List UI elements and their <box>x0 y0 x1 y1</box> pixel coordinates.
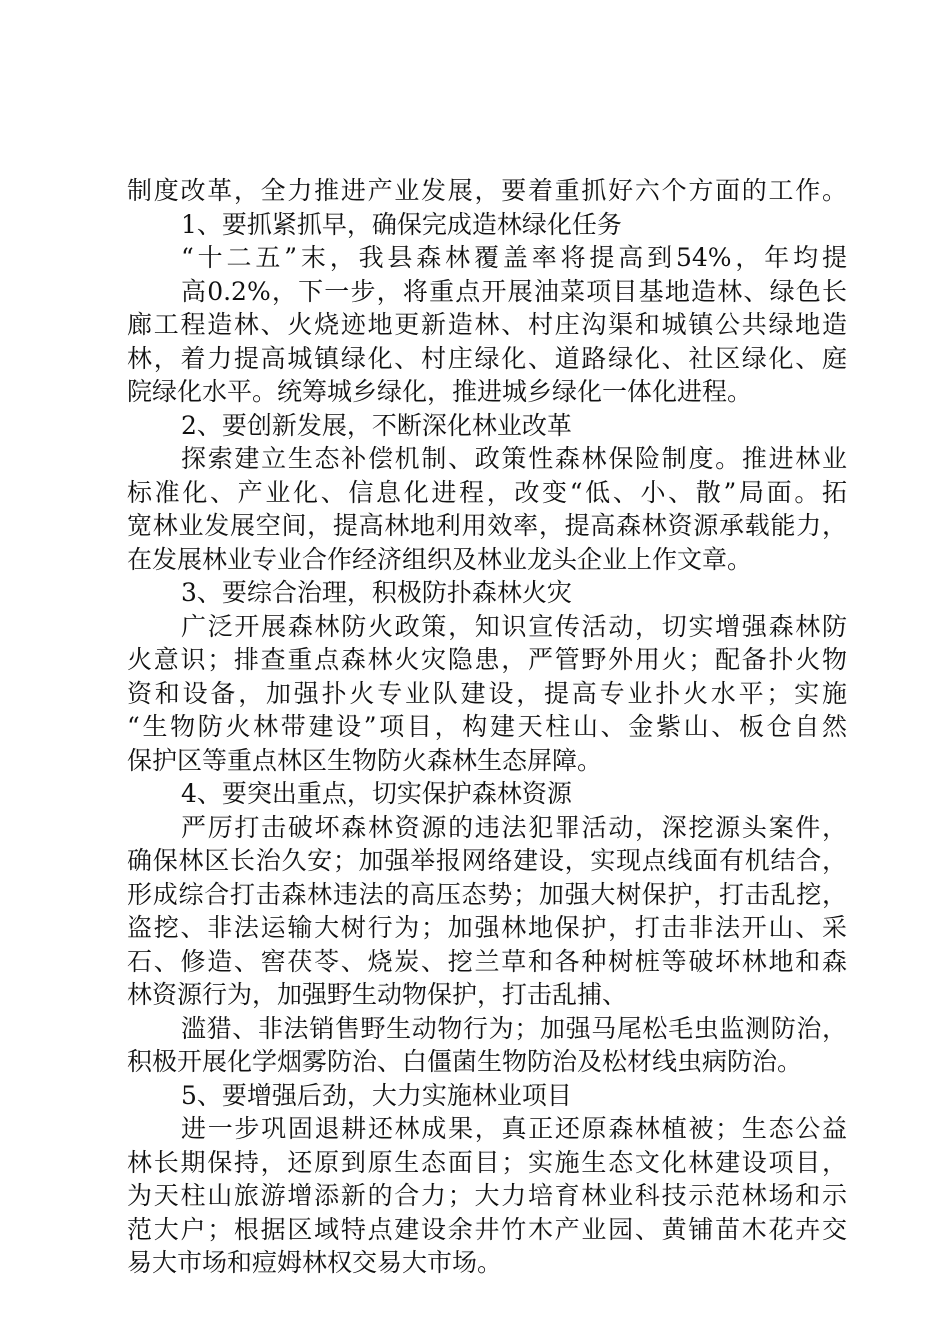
paragraph-line: 盗挖、非法运输大树行为；加强林地保护，打击非法开山、采 <box>127 913 847 942</box>
paragraph-line: 火意识；排查重点森林火灾隐患，严管野外用火；配备扑火物 <box>127 645 847 674</box>
section-heading-1: 1、要抓紧抓早，确保完成造林绿化任务 <box>181 209 622 239</box>
paragraph-line: 范大户；根据区域特点建设余井竹木产业园、黄铺苗木花卉交 <box>127 1214 847 1244</box>
paragraph-line: 院绿化水平。统筹城乡绿化，推进城乡绿化一体化进程。 <box>127 377 753 406</box>
paragraph-line: 确保林区长治久安；加强举报网络建设，实现点线面有机结合， <box>127 846 847 875</box>
section-heading-5: 5、要增强后劲，大力实施林业项目 <box>181 1080 572 1110</box>
paragraph-line: 宽林业发展空间，提高林地利用效率，提高森林资源承载能力， <box>127 511 847 540</box>
section-heading-4: 4、要突出重点，切实保护森林资源 <box>181 779 572 808</box>
paragraph-line: 标准化、产业化、信息化进程，改变“低、小、散”局面。拓 <box>127 477 847 507</box>
paragraph-line: 形成综合打击森林违法的高压态势；加强大树保护，打击乱挖， <box>127 879 847 909</box>
paragraph-line: 积极开展化学烟雾防治、白僵菌生物防治及松材线虫病防治。 <box>127 1047 803 1076</box>
paragraph-line: 为天柱山旅游增添新的合力；大力培育林业科技示范林场和示 <box>127 1181 847 1210</box>
document-body <box>127 174 847 1280</box>
paragraph-line: 廊工程造林、火烧迹地更新造林、村庄沟渠和城镇公共绿地造 <box>127 310 847 339</box>
paragraph-line: 林，着力提高城镇绿化、村庄绿化、道路绿化、社区绿化、庭 <box>127 343 847 373</box>
paragraph-line: 广泛开展森林防火政策，知识宣传活动，切实增强森林防 <box>181 611 847 641</box>
paragraph-line: 在发展林业专业合作经济组织及林业龙头企业上作文章。 <box>127 544 753 574</box>
paragraph-line: 进一步巩固退耕还林成果，真正还原森林植被；生态公益 <box>181 1114 847 1143</box>
paragraph-line: 石、修造、窖茯苓、烧炭、挖兰草和各种树桩等破坏林地和森 <box>127 946 847 976</box>
paragraph-line: 滥猎、非法销售野生动物行为；加强马尾松毛虫监测防治， <box>181 1013 847 1043</box>
section-heading-2: 2、要创新发展，不断深化林业改革 <box>181 410 572 440</box>
paragraph-line: 严厉打击破坏森林资源的违法犯罪活动，深挖源头案件， <box>181 812 847 842</box>
paragraph-line: 探索建立生态补偿机制、政策性森林保险制度。推进林业 <box>181 444 847 473</box>
paragraph-line: 林长期保持，还原到原生态面目；实施生态文化林建设项目， <box>127 1147 847 1177</box>
section-heading-3: 3、要综合治理，积极防扑森林火灾 <box>181 578 572 607</box>
paragraph-line: 资和设备，加强扑火专业队建设，提高专业扑火水平；实施 <box>127 678 847 708</box>
paragraph-line: 高0.2%，下一步，将重点开展油菜项目基地造林、绿色长 <box>181 276 847 306</box>
paragraph-line: “十二五”末，我县森林覆盖率将提高到54%，年均提 <box>181 243 847 272</box>
paragraph-line: 保护区等重点林区生物防火森林生态屏障。 <box>127 745 603 775</box>
paragraph-line: “生物防火林带建设”项目，构建天柱山、金紫山、板仓自然 <box>127 712 847 741</box>
paragraph-line: 易大市场和痘姆林权交易大市场。 <box>127 1248 503 1277</box>
paragraph-line: 制度改革，全力推进产业发展，要着重抓好六个方面的工作。 <box>127 176 847 205</box>
paragraph-line: 林资源行为，加强野生动物保护，打击乱捕、 <box>127 980 628 1009</box>
